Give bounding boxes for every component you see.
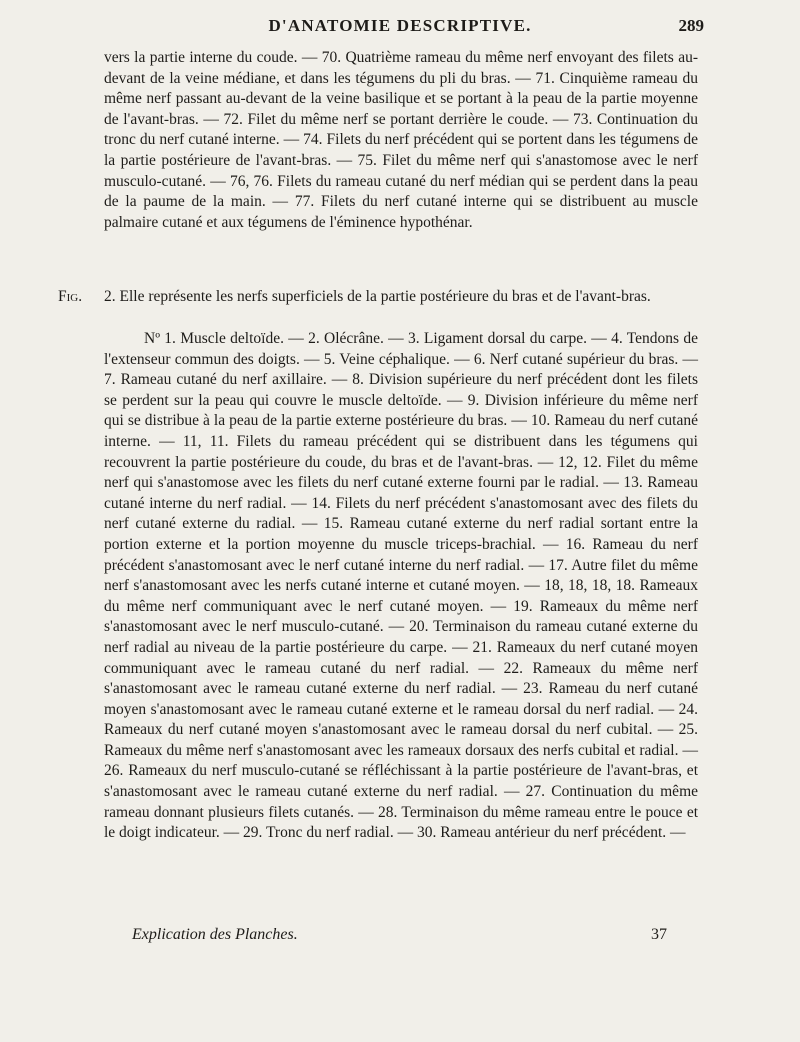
figure-description: 2. Elle représente les nerfs superficiels de la partie postérieure du bras et de l'avant-bras.: [104, 288, 651, 305]
legend-paragraph: Nº 1. Muscle deltoïde. — 2. Olécrâne. — 3. Ligament dorsal du carpe. — 4. Tendons de l'extenseur commun des doigts. — 5. Veine céphalique. — 6. Nerf cutané supérieur du bras. — 7. Rameau cutané du nerf axillaire. — 8. Division supérieure du nerf précédent dont les filets se perdent sur la peau qui couvre le muscle deltoïde. — 9. Division inférieure du même nerf qui se distribue à la peau de la partie externe postérieure du bras. — 10. Rameau du nerf cutané interne. — 11, 11. Filets du rameau précédent qui se distribuent dans les tégumens qui recouvrent la partie postérieure du coude, du bras et de l'avant-bras. — 12, 12. Filet du même nerf qui s'anastomose avec les filets du nerf cutané externe fourni par le radial. — 13. Rameau cutané interne du nerf radial. — 14. Filets du nerf précédent s'anastomosant avec des filets du nerf cutané externe du radial. — 15. Rameau cutané externe du nerf radial sortant entre la portion externe et la portion moyenne du muscle triceps-brachial. — 16. Rameau du nerf précédent s'anastomosant avec le nerf cutané interne du nerf radial. — 17. Autre filet du même nerf s'anastomosant avec les nerfs cutané interne et cutané moyen. — 18, 18, 18, 18. Rameaux du même nerf communiquant avec le nerf cutané moyen. — 19. Rameaux du même nerf s'anastomosant avec le nerf musculo-cutané. — 20. Terminaison du rameau cutané externe du nerf radial au niveau de la partie postérieure du carpe. — 21. Rameaux du nerf cutané moyen communiquant avec le rameau cutané du nerf radial. — 22. Rameaux du même nerf s'anastomosant avec le rameau cutané externe du nerf radial. — 23. Rameau du nerf cutané moyen s'anastomosant avec le rameau cutané externe et le rameau dorsal du nerf radial. — 24. Rameaux du nerf cutané moyen s'anastomosant avec le rameau dorsal du nerf cubital. — 25. Rameaux du même nerf s'anastomosant avec les rameaux dorsaux des nerfs cubital et radial. — 26. Rameaux du nerf musculo-cutané se réfléchissant à la partie postérieure de l'avant-bras, et s'anastomosant avec le rameau cutané externe du nerf radial. — 27. Continuation du même rameau donnant plusieurs filets cutanés. — 28. Terminaison du même rameau entre le pouce et le doigt indicateur. — 29. Tronc du nerf radial. — 30. Rameau antérieur du nerf précédent. —: [104, 330, 698, 842]
page-footer: [0, 926, 800, 950]
figure-label: Fig.: [58, 288, 83, 305]
page-header: [0, 16, 800, 40]
signature-mark: 37: [651, 926, 667, 943]
running-title: D'ANATOMIE DESCRIPTIVE.: [268, 16, 532, 35]
page-number: 289: [678, 16, 704, 35]
paragraph-continuation: vers la partie interne du coude. — 70. Quatrième rameau du même nerf envoyant des filets au-devant de la veine médiane, et dans les tégumens du pli du bras. — 71. Cinquième rameau du même nerf passant au-devant de la veine basilique et se portant à la peau de la partie moyenne de l'avant-bras. — 72. Filet du même nerf se portant derrière le coude. — 73. Continuation du tronc du nerf cutané interne. — 74. Filets du nerf précédent qui se portent dans les tégumens de la partie postérieure de l'avant-bras. — 75. Filet du même nerf qui s'anastomose avec le nerf musculo-cutané. — 76, 76. Filets du rameau cutané du nerf médian qui se perdent dans la peau de la paume de la main. — 77. Filets du nerf cutané interne qui se distribuent au muscle palmaire cutané et aux tégumens de l'éminence hypothénar.: [104, 49, 698, 231]
footer-title: Explication des Planches.: [132, 926, 298, 943]
